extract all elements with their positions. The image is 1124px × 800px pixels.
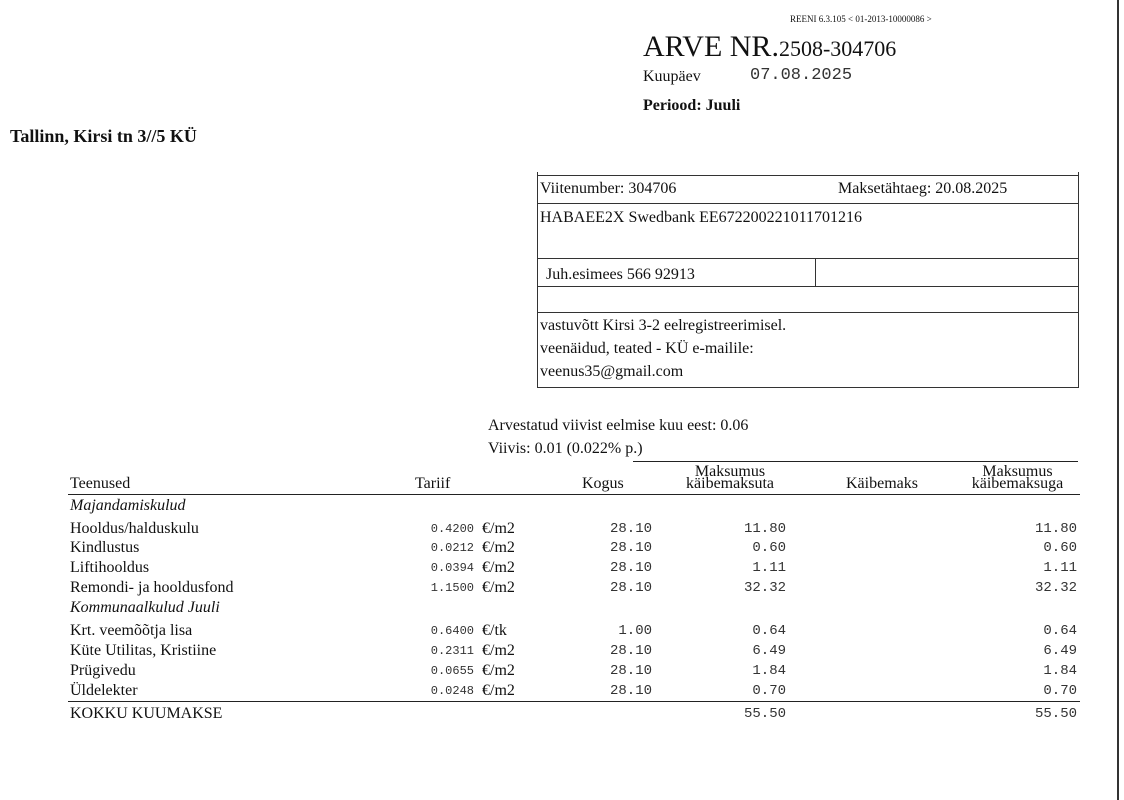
col-with-vat-line1: Maksumus xyxy=(982,463,1053,480)
service-name: Krt. veemõõtja lisa xyxy=(70,622,193,639)
unit: €/m2 xyxy=(482,579,515,596)
tariff-value: 1.1500 xyxy=(430,581,474,595)
section-title: Majandamiskulud xyxy=(70,497,186,514)
tariff-value: 0.0655 xyxy=(430,664,474,678)
due-date: Maksetähtaeg: 20.08.2025 xyxy=(838,180,1008,197)
unit: €/m2 xyxy=(482,559,515,576)
tariff-value: 0.0248 xyxy=(430,684,474,698)
total-label: KOKKU KUUMAKSE xyxy=(70,705,223,722)
col-with-vat xyxy=(955,463,1080,492)
payment-info-box xyxy=(537,172,1079,388)
note-line-3: veenus35@gmail.com xyxy=(540,363,684,380)
header-underline xyxy=(68,494,1080,495)
ref-code: REENI 6.3.105 < 01-2013-10000086 > xyxy=(790,14,932,24)
amount-without-vat: 1.84 xyxy=(752,663,786,679)
unit: €/m2 xyxy=(482,520,515,537)
table-row xyxy=(0,662,1124,680)
invoice-number: 2508-304706 xyxy=(778,36,897,61)
section-title: Kommunaalkulud Juuli xyxy=(70,599,220,616)
unit: €/m2 xyxy=(482,662,515,679)
tariff-value: 0.0212 xyxy=(430,541,474,555)
tariff-value: 0.6400 xyxy=(430,624,474,638)
service-name: Prügivedu xyxy=(70,662,136,679)
tariff-value: 0.4200 xyxy=(430,522,474,536)
section-row xyxy=(0,497,1124,515)
total-divider xyxy=(68,701,1080,702)
total-without-vat: 55.50 xyxy=(743,706,786,722)
divider xyxy=(538,286,1078,287)
amount-with-vat: 0.64 xyxy=(1043,623,1077,639)
note-line-2: veenäidud, teated - KÜ e-mailile: xyxy=(540,340,754,357)
divider xyxy=(538,312,1078,313)
total-with-vat: 55.50 xyxy=(1034,706,1077,722)
service-name: Hooldus/halduskulu xyxy=(70,520,199,537)
table-row xyxy=(0,559,1124,577)
amount-with-vat: 6.49 xyxy=(1043,643,1077,659)
amount-without-vat: 0.60 xyxy=(752,540,786,556)
divider xyxy=(815,258,816,286)
table-row xyxy=(0,642,1124,660)
divider xyxy=(538,203,1078,204)
amount-without-vat: 1.11 xyxy=(752,560,786,576)
col-with-vat-line2: käibemaksuga xyxy=(971,475,1064,492)
unit: €/m2 xyxy=(482,539,515,556)
service-name: Kindlustus xyxy=(70,539,140,556)
page-edge-line xyxy=(1117,0,1119,800)
amount-with-vat: 32.32 xyxy=(1034,580,1077,596)
quantity: 1.00 xyxy=(618,623,652,639)
table-row xyxy=(0,539,1124,557)
col-without-vat xyxy=(660,463,800,492)
note-line-1: vastuvõtt Kirsi 3-2 eelregistreerimisel. xyxy=(540,317,787,334)
amount-without-vat: 11.80 xyxy=(743,521,786,537)
period: Periood: Juuli xyxy=(643,97,741,114)
amount-with-vat: 1.84 xyxy=(1043,663,1077,679)
section-row xyxy=(0,599,1124,617)
service-name: Küte Utilitas, Kristiine xyxy=(70,642,217,659)
col-without-vat-line1: Maksumus xyxy=(694,463,766,480)
reference-number: Viitenumber: 304706 xyxy=(540,180,677,197)
table-row xyxy=(0,579,1124,597)
quantity: 28.10 xyxy=(609,521,652,537)
amount-with-vat: 0.70 xyxy=(1043,683,1077,699)
amount-without-vat: 0.64 xyxy=(752,623,786,639)
amount-with-vat: 11.80 xyxy=(1034,521,1077,537)
col-tariff: Tariif xyxy=(415,475,451,492)
bank-account: HABAEE2X Swedbank EE672200221011701216 xyxy=(540,209,863,226)
divider xyxy=(538,258,1078,259)
quantity: 28.10 xyxy=(609,560,652,576)
quantity: 28.10 xyxy=(609,540,652,556)
col-without-vat-line2: käibemaksuta xyxy=(686,475,774,492)
date-label: Kuupäev xyxy=(643,68,701,85)
chairman-phone: Juh.esimees 566 92913 xyxy=(546,266,695,283)
col-services: Teenused xyxy=(70,475,131,492)
amount-without-vat: 6.49 xyxy=(752,643,786,659)
col-vat: Käibemaks xyxy=(846,475,918,492)
divider xyxy=(538,175,1078,176)
table-row xyxy=(0,622,1124,640)
address: Tallinn, Kirsi tn 3//5 KÜ xyxy=(10,126,197,146)
quantity: 28.10 xyxy=(609,683,652,699)
service-name: Remondi- ja hooldusfond xyxy=(70,579,234,596)
penalty-previous: Arvestatud viivist eelmise kuu eest: 0.06 xyxy=(488,417,749,434)
service-name: Üldelekter xyxy=(70,682,138,699)
amount-without-vat: 0.70 xyxy=(752,683,786,699)
table-row xyxy=(0,520,1124,538)
header-line xyxy=(633,461,1078,462)
invoice-title xyxy=(643,30,896,64)
col-quantity: Kogus xyxy=(582,475,624,492)
penalty-current: Viivis: 0.01 (0.022% p.) xyxy=(488,440,643,457)
invoice-title-prefix: ARVE NR. xyxy=(643,30,779,63)
unit: €/tk xyxy=(482,622,507,639)
tariff-value: 0.2311 xyxy=(430,644,474,658)
quantity: 28.10 xyxy=(609,643,652,659)
quantity: 28.10 xyxy=(609,580,652,596)
unit: €/m2 xyxy=(482,682,515,699)
unit: €/m2 xyxy=(482,642,515,659)
total-row xyxy=(0,705,1124,723)
quantity: 28.10 xyxy=(609,663,652,679)
amount-without-vat: 32.32 xyxy=(743,580,786,596)
amount-with-vat: 1.11 xyxy=(1043,560,1077,576)
date-value: 07.08.2025 xyxy=(750,66,853,85)
table-row xyxy=(0,682,1124,700)
tariff-value: 0.0394 xyxy=(430,561,474,575)
amount-with-vat: 0.60 xyxy=(1043,540,1077,556)
service-name: Liftihooldus xyxy=(70,559,150,576)
